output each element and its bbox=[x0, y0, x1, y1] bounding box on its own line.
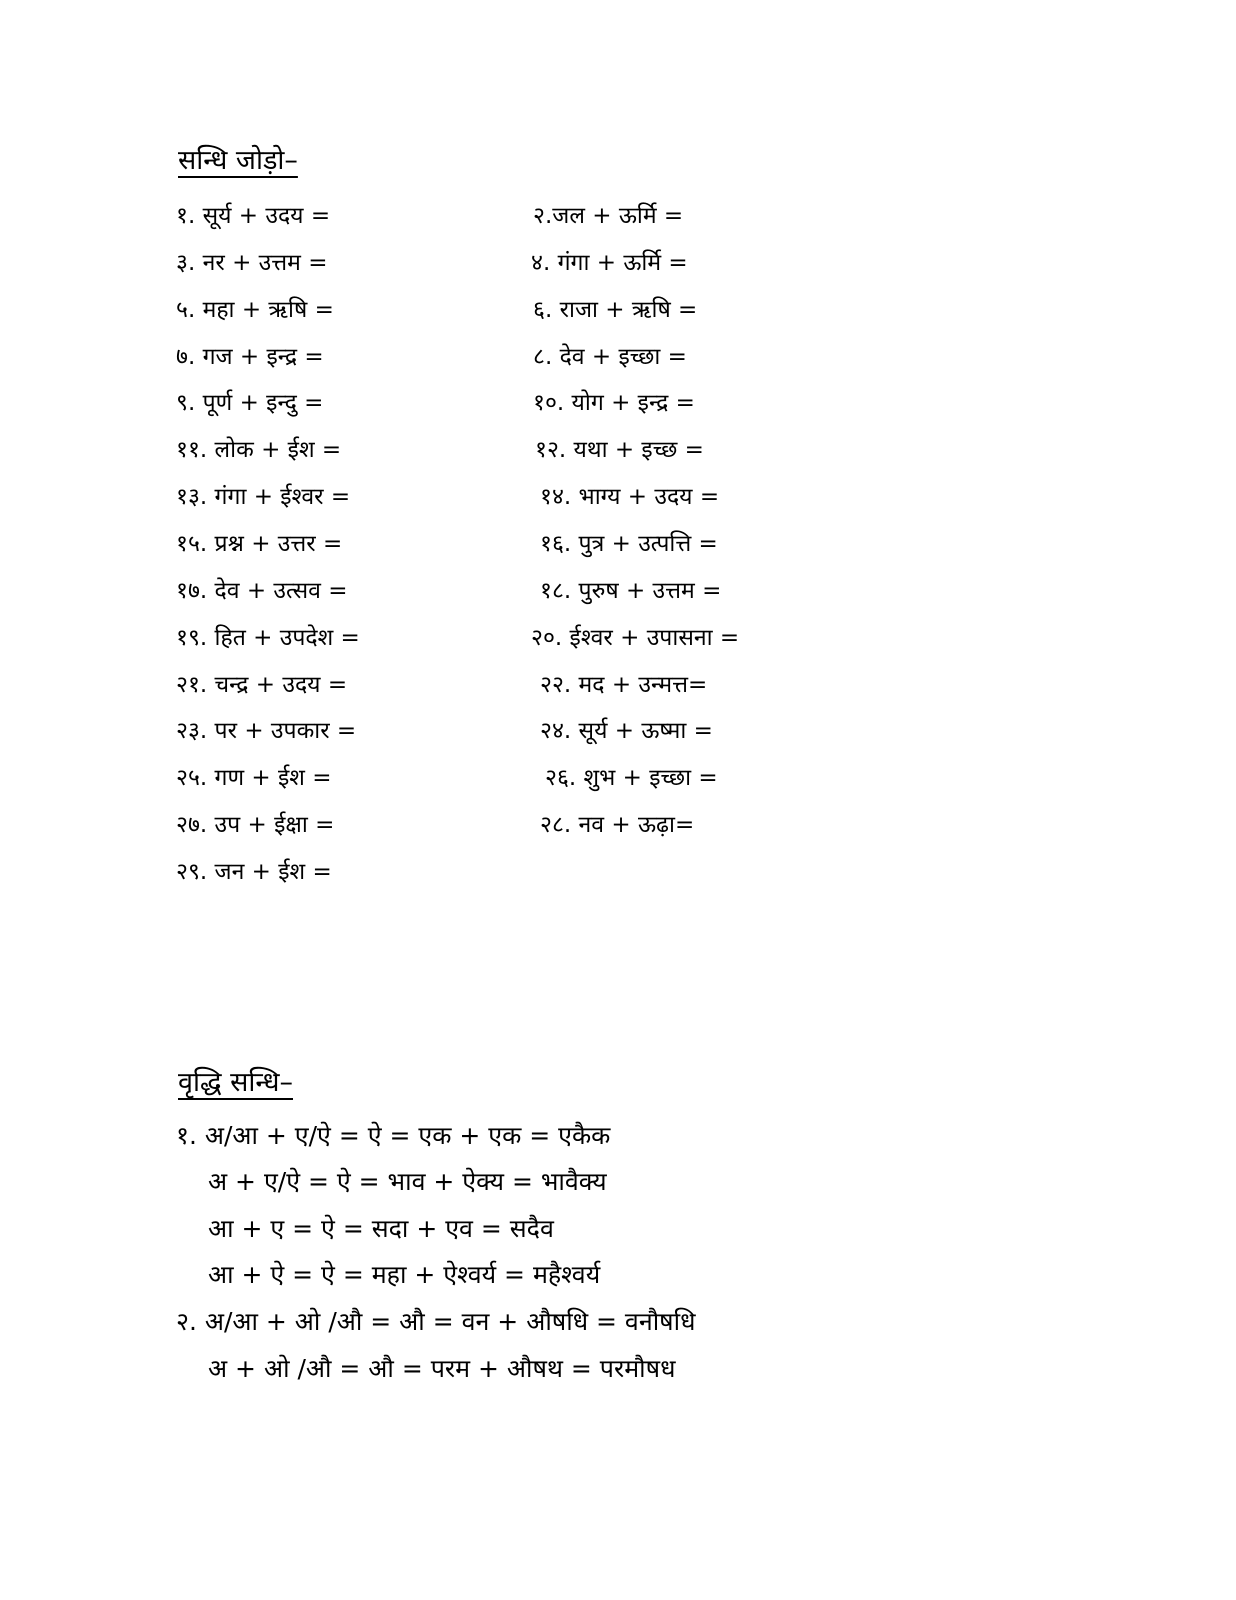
list-item: १०. योग + इन्द्र = bbox=[533, 390, 695, 416]
list-item: १७. देव + उत्सव = bbox=[176, 578, 348, 604]
list-item: ६. राजा + ऋषि = bbox=[533, 297, 698, 323]
list-item: १२. यथा + इच्छ = bbox=[535, 437, 704, 463]
list-item: १४. भाग्य + उदय = bbox=[540, 484, 720, 510]
list-item: ७. गज + इन्द्र = bbox=[176, 344, 324, 370]
list-item: २६. शुभ + इच्छा = bbox=[545, 765, 718, 791]
list-item: ३. नर + उत्तम = bbox=[176, 250, 328, 276]
list-item: १५. प्रश्न + उत्तर = bbox=[176, 531, 343, 557]
rule-line: अ + ओ /औ = औ = परम + औषथ = परमौषध bbox=[208, 1354, 676, 1383]
section-heading-sandhi-jodo: सन्धि जोड़ो– bbox=[178, 145, 298, 176]
list-item: २.जल + ऊर्मि = bbox=[533, 203, 684, 229]
list-item: ४. गंगा + ऊर्मि = bbox=[531, 250, 688, 276]
rule-line: आ + ए = ऐ = सदा + एव = सदैव bbox=[208, 1214, 554, 1243]
list-item: १३. गंगा + ईश्वर = bbox=[176, 484, 351, 510]
section-heading-vriddhi-sandhi: वृद्धि सन्धि– bbox=[178, 1067, 293, 1098]
list-item: १. सूर्य + उदय = bbox=[176, 203, 331, 229]
list-item: २३. पर + उपकार = bbox=[176, 718, 357, 744]
list-item: २७. उप + ईक्षा = bbox=[176, 812, 335, 838]
list-item: ९. पूर्ण + इन्दु = bbox=[176, 390, 324, 416]
list-item: २०. ईश्वर + उपासना = bbox=[531, 625, 740, 651]
list-item: १६. पुत्र + उत्पत्ति = bbox=[540, 531, 718, 557]
rule-line: आ + ऐ = ऐ = महा + ऐश्वर्य = महैश्वर्य bbox=[208, 1260, 601, 1289]
list-item: २९. जन + ईश = bbox=[176, 859, 332, 885]
list-item: १९. हित + उपदेश = bbox=[176, 625, 360, 651]
list-item: २२. मद + उन्मत्त= bbox=[540, 672, 708, 698]
list-item: २८. नव + ऊढ़ा= bbox=[540, 812, 695, 838]
list-item: २१. चन्द्र + उदय = bbox=[176, 672, 348, 698]
rule-line: १. अ/आ + ए/ऐ = ऐ = एक + एक = एकैक bbox=[176, 1121, 611, 1150]
list-item: ११. लोक + ईश = bbox=[176, 437, 342, 463]
rule-line: २. अ/आ + ओ /औ = औ = वन + औषधि = वनौषधि bbox=[176, 1307, 696, 1336]
list-item: ८. देव + इच्छा = bbox=[533, 344, 687, 370]
rule-line: अ + ए/ऐ = ऐ = भाव + ऐक्य = भावैक्य bbox=[208, 1167, 607, 1196]
list-item: ५. महा + ऋषि = bbox=[176, 297, 334, 323]
list-item: २४. सूर्य + ऊष्मा = bbox=[540, 718, 713, 744]
list-item: २५. गण + ईश = bbox=[176, 765, 332, 791]
list-item: १८. पुरुष + उत्तम = bbox=[540, 578, 722, 604]
